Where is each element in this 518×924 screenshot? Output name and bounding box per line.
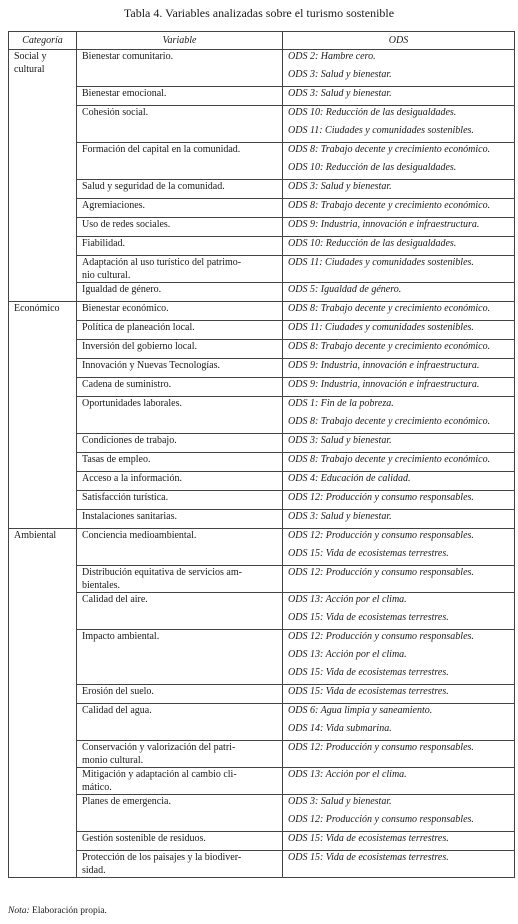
table-row [9,704,515,741]
category-cell [9,529,77,878]
variable-cell [77,359,283,378]
ods-cell [283,704,515,741]
ods-item: ODS 12: Producción y consumo responsables. [288,492,474,503]
table-row [9,795,515,832]
ods-cell [283,321,515,340]
table-row [9,768,515,795]
variable-text: Conservación y valorización del patri- [82,742,236,753]
variable-cell [77,87,283,106]
variable-text: Condiciones de trabajo. [82,435,177,446]
ods-item: ODS 9: Industria, innovación e infraestructura. [288,360,480,371]
variable-text: Oportunidades laborales. [82,398,182,409]
variable-cell [77,340,283,359]
variable-cell [77,510,283,529]
table-row [9,218,515,237]
ods-item: ODS 13: Acción por el clima. [288,649,407,660]
ods-cell [283,491,515,510]
variable-cell [77,851,283,878]
ods-cell [283,851,515,878]
ods-cell [283,453,515,472]
ods-cell [283,106,515,143]
ods-cell [283,378,515,397]
ods-item: ODS 8: Trabajo decente y crecimiento económico. [288,416,491,427]
ods-item: ODS 10: Reducción de las desigualdades. [288,162,457,173]
table-row [9,741,515,768]
table-row [9,491,515,510]
ods-item: ODS 15: Vida de ecosistemas terrestres. [288,833,449,844]
table-row [9,87,515,106]
table-row [9,283,515,302]
ods-item: ODS 12: Producción y consumo responsables. [288,567,474,578]
variable-cell [77,491,283,510]
variable-text: Bienestar emocional. [82,88,167,99]
table-row [9,434,515,453]
table-row [9,302,515,321]
ods-item: ODS 15: Vida de ecosistemas terrestres. [288,612,449,623]
ods-cell [283,529,515,566]
variable-text: Política de planeación local. [82,322,195,333]
ods-item: ODS 8: Trabajo decente y crecimiento económico. [288,454,491,465]
ods-item: ODS 3: Salud y bienestar. [288,796,392,807]
ods-cell [283,685,515,704]
table-row [9,529,515,566]
variable-text: Cohesión social. [82,107,149,118]
ods-cell [283,340,515,359]
ods-cell [283,510,515,529]
variable-cell [77,199,283,218]
variable-text: Adaptación al uso turístico del patrimo- [82,257,242,268]
ods-item: ODS 11: Ciudades y comunidades sostenibles. [288,322,474,333]
ods-cell [283,87,515,106]
ods-cell [283,302,515,321]
ods-item: ODS 13: Acción por el clima. [288,594,407,605]
variable-text: Inversión del gobierno local. [82,341,197,352]
variable-cell [77,256,283,283]
ods-item: ODS 12: Producción y consumo responsables. [288,530,474,541]
table-body [9,50,515,878]
ods-cell [283,768,515,795]
variable-text: Bienestar comunitario. [82,51,174,62]
variable-text: monio cultural. [82,755,144,766]
variable-cell [77,472,283,491]
ods-item: ODS 3: Salud y bienestar. [288,511,392,522]
table-row [9,593,515,630]
header-variable: Variable [77,32,283,50]
ods-item: ODS 15: Vida de ecosistemas terrestres. [288,852,449,863]
table-row [9,630,515,685]
ods-item: ODS 5: Igualdad de género. [288,284,402,295]
ods-cell [283,143,515,180]
category-label: Económico [14,303,60,314]
variable-text: Conciencia medioambiental. [82,530,197,541]
table-row [9,340,515,359]
ods-cell [283,434,515,453]
ods-item: ODS 11: Ciudades y comunidades sostenibles. [288,257,474,268]
variable-cell [77,704,283,741]
table-row [9,180,515,199]
ods-cell [283,256,515,283]
table-note [8,906,107,916]
category-label: Social y [14,51,47,62]
variable-cell [77,302,283,321]
note-text: Elaboración propia. [29,906,107,916]
variable-text: Innovación y Nuevas Tecnologías. [82,360,220,371]
ods-item: ODS 6: Agua limpia y saneamiento. [288,705,433,716]
variable-cell [77,180,283,199]
ods-item: ODS 10: Reducción de las desigualdades. [288,107,457,118]
table-row [9,397,515,434]
ods-cell [283,237,515,256]
ods-item: ODS 8: Trabajo decente y crecimiento económico. [288,144,491,155]
variable-cell [77,832,283,851]
ods-item: ODS 4: Educación de calidad. [288,473,411,484]
variable-text: Formación del capital en la comunidad. [82,144,241,155]
variable-text: Bienestar económico. [82,303,169,314]
table-row [9,50,515,87]
variable-cell [77,741,283,768]
note-label: Nota: [8,906,30,916]
variable-text: Acceso a la información. [82,473,182,484]
ods-item: ODS 8: Trabajo decente y crecimiento económico. [288,303,491,314]
table-row [9,453,515,472]
variable-text: nio cultural. [82,270,131,281]
table-row [9,106,515,143]
category-label: cultural [14,64,45,75]
header-category: Categoría [9,32,77,50]
ods-item: ODS 2: Hambre cero. [288,51,376,62]
variable-text: Calidad del agua. [82,705,152,716]
table-row [9,566,515,593]
ods-item: ODS 9: Industria, innovación e infraestructura. [288,219,480,230]
ods-item: ODS 15: Vida de ecosistemas terrestres. [288,686,449,697]
table-header-row [9,32,515,50]
variable-cell [77,630,283,685]
variable-cell [77,593,283,630]
ods-cell [283,359,515,378]
variable-cell [77,795,283,832]
variable-text: Igualdad de género. [82,284,162,295]
ods-cell [283,283,515,302]
ods-cell [283,397,515,434]
variable-text: Planes de emergencia. [82,796,171,807]
ods-item: ODS 1: Fin de la pobreza. [288,398,394,409]
ods-item: ODS 8: Trabajo decente y crecimiento económico. [288,341,491,352]
variables-table [8,31,515,878]
variable-text: sidad. [82,865,106,876]
table-row [9,685,515,704]
ods-item: ODS 3: Salud y bienestar. [288,69,392,80]
ods-item: ODS 14: Vida submarina. [288,723,392,734]
variable-text: Distribución equitativa de servicios am- [82,567,242,578]
ods-item: ODS 12: Producción y consumo responsables. [288,814,474,825]
ods-item: ODS 15: Vida de ecosistemas terrestres. [288,667,449,678]
ods-cell [283,218,515,237]
variable-cell [77,768,283,795]
table-row [9,378,515,397]
variable-text: Instalaciones sanitarias. [82,511,177,522]
header-ods: ODS [283,32,515,50]
table-row [9,199,515,218]
ods-cell [283,741,515,768]
variable-text: Erosión del suelo. [82,686,154,697]
variable-text: Gestión sostenible de residuos. [82,833,206,844]
table-row [9,321,515,340]
ods-item: ODS 3: Salud y bienestar. [288,435,392,446]
ods-cell [283,832,515,851]
category-cell [9,302,77,529]
variable-text: mático. [82,782,112,793]
table-row [9,143,515,180]
ods-cell [283,180,515,199]
category-cell [9,50,77,302]
ods-item: ODS 12: Producción y consumo responsables. [288,742,474,753]
table-row [9,510,515,529]
table-row [9,472,515,491]
variable-cell [77,237,283,256]
variable-cell [77,283,283,302]
variable-text: Salud y seguridad de la comunidad. [82,181,225,192]
variable-text: Agremiaciones. [82,200,146,211]
variable-cell [77,50,283,87]
ods-cell [283,566,515,593]
variable-text: Mitigación y adaptación al cambio cli- [82,769,237,780]
variable-text: Fiabilidad. [82,238,126,249]
ods-cell [283,630,515,685]
variable-cell [77,453,283,472]
variable-cell [77,218,283,237]
variable-cell [77,566,283,593]
table-row [9,256,515,283]
ods-item: ODS 15: Vida de ecosistemas terrestres. [288,548,449,559]
variable-cell [77,397,283,434]
table-row [9,832,515,851]
variable-cell [77,685,283,704]
ods-cell [283,472,515,491]
ods-item: ODS 9: Industria, innovación e infraestructura. [288,379,480,390]
variable-text: Impacto ambiental. [82,631,160,642]
ods-item: ODS 10: Reducción de las desigualdades. [288,238,457,249]
table-title: Tabla 4. Variables analizadas sobre el turismo sostenible [123,6,395,20]
ods-item: ODS 8: Trabajo decente y crecimiento económico. [288,200,491,211]
ods-cell [283,593,515,630]
ods-item: ODS 11: Ciudades y comunidades sostenibles. [288,125,474,136]
ods-cell [283,199,515,218]
variable-text: Protección de los paisajes y la biodiver- [82,852,242,863]
variable-cell [77,321,283,340]
ods-item: ODS 3: Salud y bienestar. [288,88,392,99]
variable-text: Tasas de empleo. [82,454,151,465]
ods-cell [283,50,515,87]
variable-text: Satisfacción turística. [82,492,169,503]
ods-item: ODS 3: Salud y bienestar. [288,181,392,192]
category-label: Ambiental [14,530,57,541]
table-row [9,359,515,378]
ods-cell [283,795,515,832]
variable-text: bientales. [82,580,121,591]
variable-text: Calidad del aire. [82,594,148,605]
variable-cell [77,434,283,453]
table-row [9,237,515,256]
variable-cell [77,529,283,566]
variable-cell [77,143,283,180]
variable-cell [77,106,283,143]
variable-text: Uso de redes sociales. [82,219,171,230]
ods-item: ODS 12: Producción y consumo responsables. [288,631,474,642]
variable-cell [77,378,283,397]
variable-text: Cadena de suministro. [82,379,172,390]
ods-item: ODS 13: Acción por el clima. [288,769,407,780]
table-row [9,851,515,878]
